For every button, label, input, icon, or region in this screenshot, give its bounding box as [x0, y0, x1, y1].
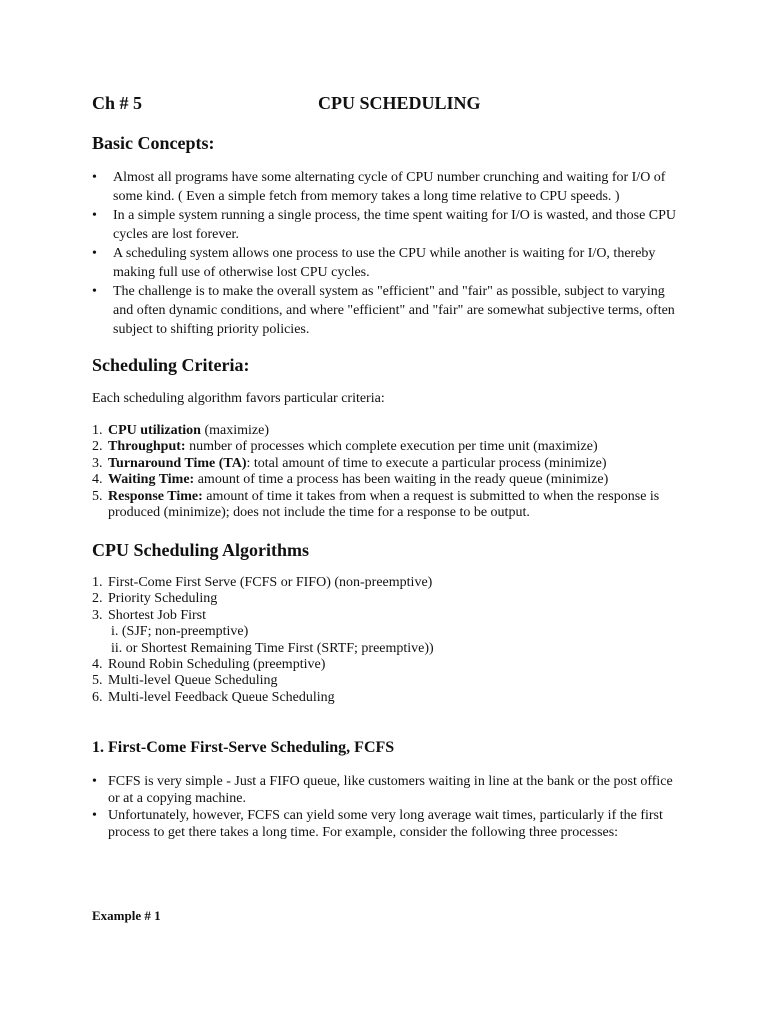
chapter-title: CPU SCHEDULING: [318, 93, 481, 113]
list-item: 3. Shortest Job First i. (SJF; non-preemptive) ii. or Shortest Remaining Time First (SRTF; preemptive)): [92, 608, 682, 657]
list-item: 2. Priority Scheduling: [92, 591, 218, 607]
chapter-header: [92, 93, 692, 119]
list-item: 3. Turnaround Time (TA): total amount of time to execute a particular process (minimize): [92, 455, 607, 471]
chapter-number: Ch # 5: [92, 93, 143, 113]
criteria-list: [92, 423, 682, 521]
list-item: • The challenge is to make the overall system as "efficient" and "fair" as possible, subject to varying and often dynamic conditions, and where "efficient" and "fair" are somewhat subjective terms, often subject to shifting priority policies.: [92, 282, 682, 339]
list-item: • Unfortunately, however, FCFS can yield some very long average wait times, particularly if the first process to get there takes a long time. For example, consider the following three processes:: [92, 807, 682, 841]
basic-concepts-list: [92, 168, 682, 339]
list-item: • Almost all programs have some alternating cycle of CPU number crunching and waiting for I/O of some kind. ( Even a simple fetch from memory takes a long time relative to CPU speeds. ): [92, 168, 682, 206]
list-item: 1. First-Come First Serve (FCFS or FIFO) (non-preemptive): [92, 575, 433, 590]
list-item: 5. Multi-level Queue Scheduling: [92, 673, 278, 689]
list-item: 4. Waiting Time: amount of time a process has been waiting in the ready queue (minimize): [92, 472, 609, 488]
basic-concepts-heading: Basic Concepts:: [92, 133, 215, 153]
list-item: • FCFS is very simple - Just a FIFO queue, like customers waiting in line at the bank or the post office or at a copying machine.: [92, 773, 682, 807]
list-item: 4. Round Robin Scheduling (preemptive): [92, 657, 326, 673]
scheduling-criteria-heading: Scheduling Criteria:: [92, 355, 250, 375]
fcfs-heading: 1. First-Come First-Serve Scheduling, FCFS: [92, 739, 395, 756]
example-label: Example # 1: [92, 908, 161, 923]
list-item: 2. Throughput: number of processes which complete execution per time unit (maximize): [92, 439, 598, 455]
list-item: 5. Response Time: amount of time it takes from when a request is submitted to when the response is produced (minimize); does not include the time for a response to be output.: [92, 488, 660, 521]
fcfs-list: [92, 773, 682, 841]
list-item: 1. CPU utilization (maximize): [92, 423, 269, 438]
algorithms-list: [92, 575, 682, 706]
sub-item: i. (SJF; non-preemptive): [111, 624, 249, 640]
list-item: • A scheduling system allows one process to use the CPU while another is waiting for I/O, thereby making full use of otherwise lost CPU cycles.: [92, 244, 682, 282]
algorithms-heading: CPU Scheduling Algorithms: [92, 540, 310, 560]
list-item: • In a simple system running a single process, the time spent waiting for I/O is wasted, and those CPU cycles are lost forever.: [92, 206, 682, 244]
sub-item: ii. or Shortest Remaining Time First (SRTF; preemptive)): [111, 640, 434, 656]
list-item: 6. Multi-level Feedback Queue Scheduling: [92, 689, 335, 705]
criteria-intro: Each scheduling algorithm favors particular criteria:: [92, 391, 385, 406]
